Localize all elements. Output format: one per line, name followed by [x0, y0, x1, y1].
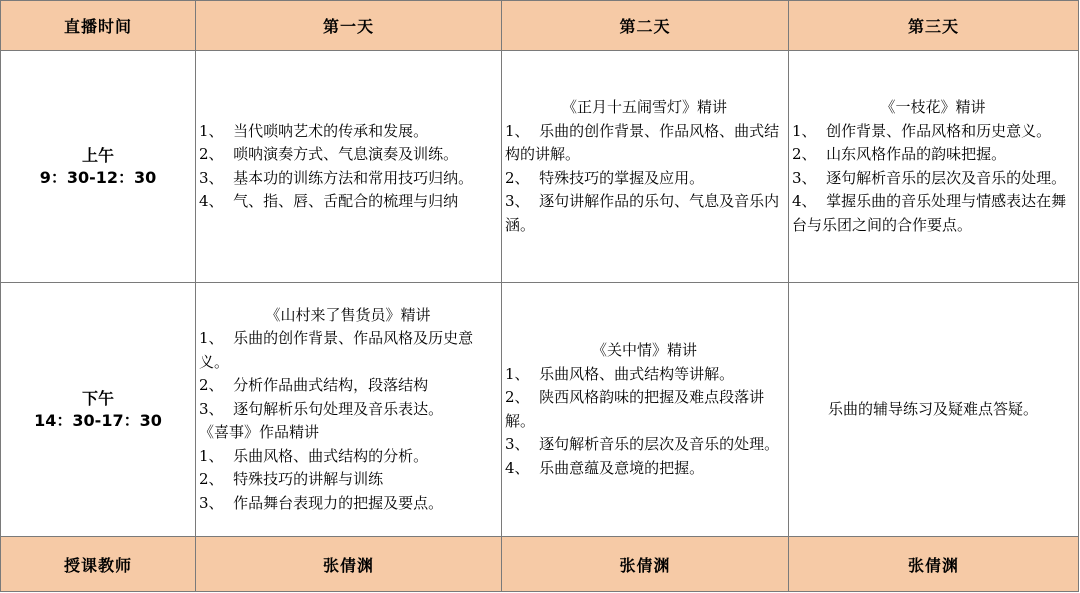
afternoon-time: 14：30-17：30 — [34, 410, 162, 430]
morning-time-cell — [0, 51, 196, 283]
list-item: 1、 当代唢呐艺术的传承和发展。 — [199, 121, 429, 140]
piece-title: 《正月十五闹雪灯》精讲 — [561, 98, 727, 116]
header-day3 — [789, 0, 1079, 51]
list-item: 2、 山东风格作品的韵味把握。 — [792, 145, 1007, 163]
morning-day2-cell — [502, 51, 789, 283]
morning-time: 9：30-12：30 — [39, 167, 157, 187]
list-item: 1、 创作背景、作品风格和历史意义。 — [792, 121, 1052, 140]
list-item: 3、 逐句解析音乐的层次及音乐的处理。 — [792, 168, 1067, 187]
header-day3-label: 第三天 — [907, 17, 959, 36]
teacher-name: 张倩渊 — [322, 555, 374, 575]
footer-day3-cell — [789, 537, 1079, 592]
morning-day1-cell — [196, 51, 502, 283]
list-item: 3、 作品舞台表现力的把握及要点。 — [199, 493, 444, 512]
afternoon-day1-cell — [196, 283, 502, 537]
list-item: 3、 基本功的训练方法和常用技巧归纳。 — [199, 168, 474, 187]
list-item: 1、 乐曲的创作背景、作品风格及历史意义。 — [199, 329, 474, 371]
teacher-name: 张倩渊 — [619, 555, 671, 575]
list-item: 2、 唢呐演奏方式、气息演奏及训练。 — [199, 145, 459, 163]
afternoon-day3-text: 乐曲的辅导练习及疑难点答疑。 — [827, 399, 1038, 418]
header-day1-label: 第一天 — [322, 17, 374, 36]
morning-day3-cell — [789, 51, 1079, 283]
header-day2-label: 第二天 — [619, 17, 671, 36]
list-item: 1、 乐曲风格、曲式结构等讲解。 — [505, 364, 735, 383]
list-item: 3、 逐句解析乐句处理及音乐表达。 — [199, 399, 444, 418]
morning-period: 上午 — [81, 145, 114, 165]
footer-day1-cell — [196, 537, 502, 592]
footer-day2-cell — [502, 537, 789, 592]
list-item: 3、 逐句解析音乐的层次及音乐的处理。 — [505, 435, 780, 453]
list-item: 4、 气、指、唇、舌配合的梳理与归纳 — [199, 192, 459, 210]
header-time-column — [0, 0, 196, 51]
piece-title: 《喜事》作品精讲 — [199, 423, 320, 442]
footer-label: 授课教师 — [63, 555, 132, 575]
list-item: 2、 特殊技巧的讲解与训练 — [199, 470, 384, 489]
list-item: 1、 乐曲的创作背景、作品风格、曲式结构的讲解。 — [505, 121, 780, 163]
list-item: 2、 陕西风格韵味的把握及难点段落讲解。 — [505, 388, 765, 430]
list-item: 4、 乐曲意蕴及意境的把握。 — [505, 458, 705, 477]
list-item: 1、 乐曲风格、曲式结构的分析。 — [199, 446, 429, 465]
teacher-name: 张倩渊 — [907, 555, 959, 575]
afternoon-time-cell — [0, 283, 196, 537]
list-item: 3、 逐句讲解作品的乐句、气息及音乐内涵。 — [505, 192, 780, 234]
footer-label-cell — [0, 537, 196, 592]
piece-title: 《山村来了售货员》精讲 — [265, 305, 431, 324]
header-day1 — [196, 0, 502, 51]
list-item: 2、 分析作品曲式结构，段落结构 — [199, 376, 429, 395]
header-day2 — [502, 0, 789, 51]
header-time-label: 直播时间 — [63, 17, 132, 36]
afternoon-day2-cell — [502, 283, 789, 537]
afternoon-day3-cell — [789, 283, 1079, 537]
list-item: 4、 掌握乐曲的音乐处理与情感表达在舞台与乐团之间的合作要点。 — [792, 192, 1067, 234]
afternoon-period: 下午 — [81, 388, 114, 408]
list-item: 2、 特殊技巧的掌握及应用。 — [505, 168, 705, 187]
piece-title: 《关中情》精讲 — [591, 341, 697, 359]
piece-title: 《一枝花》精讲 — [880, 98, 986, 116]
